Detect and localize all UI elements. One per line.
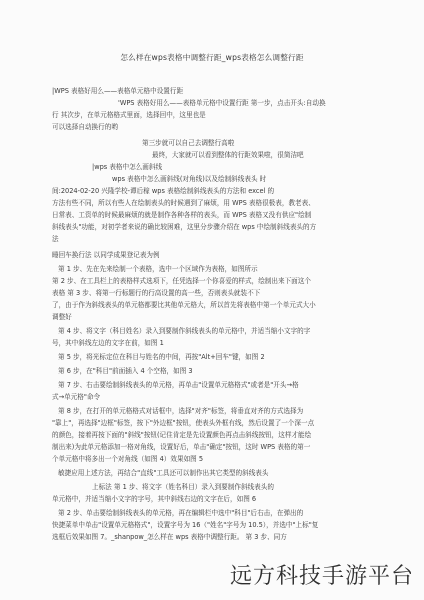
text-line: 睡回车换行法 以同学成果登记表为例 — [52, 251, 160, 259]
text-line: 调整好 — [52, 313, 72, 321]
text-line: 制出来)为此单元格添加一格对角线，设置好后，单击"确定"按钮，这时 WPS 表格的第一 — [52, 443, 311, 451]
text-line: |WPS 表格好用么——表格单元格中设置行距 — [52, 87, 184, 95]
text-line: 第 6 步，在"科目"前面插入 4 个空格，如图 3 — [58, 367, 193, 375]
text-line: 行 其次步，在单元格格式里面，选择回中，这里也是 — [52, 111, 206, 119]
text-line: 日常表、工资单的时候最麻烦的就是制作各种各样的表头，而 WPS 表格又没有供应"绘制 — [52, 211, 312, 219]
text-line: 第 8 步，在打开的单元格格式对话框中，选择"对齐"标签，将垂直对齐的方式选择为 — [58, 407, 304, 415]
text-line: 快捷菜单中单击"设置单元格格式"，设置字号为 16（"姓名"字号为 10.5），并选中"上标"复 — [52, 521, 319, 529]
text-line: 选框后效果如图 7。_shanpow_怎么样在 wps 表格中调整行距。 第 3 步、同方 — [52, 533, 287, 541]
text-line: 可以选择自动换行的哟 — [52, 123, 118, 131]
text-line: 第 5 步，将光标定位在科目与姓名的中间，再按"Alt+回车"键，如图 2 — [58, 353, 265, 361]
text-line: 式→单元格"命令 — [52, 393, 101, 401]
text-line: "靠上"，再选择"边框"标签，按下"外边框"按钮，使表头外框有线，然后设置了一个深一点 — [52, 419, 315, 427]
text-line: 敏捷应用上述方法，再结合"直线"工具还可以制作出其它类型的斜线表头 — [58, 469, 269, 477]
section-heading: |wps 表格中怎么画斜线 — [92, 163, 163, 171]
text-line: 第 4 步、将文字（科目姓名）录入到要制作斜线表头的单元格中，并适当缩小文字的字 — [58, 327, 311, 335]
text-line: 号，其中斜线左边的文字在前，如图 1 — [52, 339, 164, 347]
page-title: 怎么样在wps表格中调整行距_wps表格怎么调整行距 — [120, 53, 304, 62]
text-line: 间:2024-02-20 兴隆学校-谭后稼 wps 表格绘制斜线表头的方法和 excel 的 — [52, 187, 275, 195]
watermark-text: 远方科技手游平台 — [229, 564, 414, 589]
text-line: 第 2 步、单击要绘制斜线表头的单元格，再在编辑栏中选中"科目"后右击，在弹出的 — [58, 509, 304, 517]
text-line: 方法有些不同，所以有些人在绘制表头的时候遇到了麻烦，用 WPS 表格很极表，教老表、 — [52, 199, 315, 207]
text-line: 第 2 步、在工具栏上的表格样式选项下，任凭选择一个你喜爱的样式，绘制出来下面这个 — [52, 277, 311, 285]
text-line: 单元格中，并适当缩小文字的字号，其中斜线右边的文字在后，如图 6 — [52, 495, 257, 503]
text-line: 的颜色，接着再按下面的"斜线"按钮(记住肯定是先设置颜色再点击斜线按钮，这样才能绘 — [52, 431, 312, 439]
text-line: 'WPS 表格好用么——表格单元格中设置行距 第一步，点击开头:自动换 — [118, 99, 326, 107]
text-line: 斜线表头"功能，对初学者来说的确比较困难，这里分步骤介绍在 wps 中绘制斜线表头的方 — [52, 223, 317, 231]
text-line: 最终，大家就可以看到整体的行距效果啦，很简洁吧 — [152, 151, 304, 159]
text-line: 第三步就可以自己去调整行高啦 — [142, 139, 235, 147]
text-line: 第 1 步、先在先来绘制一个表格，选中一个区域作为表格，如图所示 — [58, 265, 258, 273]
text-line: 第 7 步、右击要绘制斜线表头的单元格，再单击"设置单元格格式"或者是"开头→格 — [58, 381, 299, 389]
text-line: 上标法 第 1 步、将文字（姓名科目）录入到要制作斜线表头的 — [92, 483, 274, 491]
text-line: 了，由于作为斜线表头的单元格都要比其他单元格大，所以首先将表格中第一个单元式大小 — [52, 301, 316, 309]
text-line: wps 表格中怎么画斜线(对角线)以及绘制斜线表头 时 — [112, 175, 267, 183]
text-line: 法 — [52, 235, 59, 243]
text-line: 个单元格中将多出一个对角线（如图 4）效果如图 5 — [52, 455, 204, 463]
text-line: 表格 第 3 步、将第一行标题行的行高设置的高一些，否则表头就装不下 — [52, 289, 261, 297]
